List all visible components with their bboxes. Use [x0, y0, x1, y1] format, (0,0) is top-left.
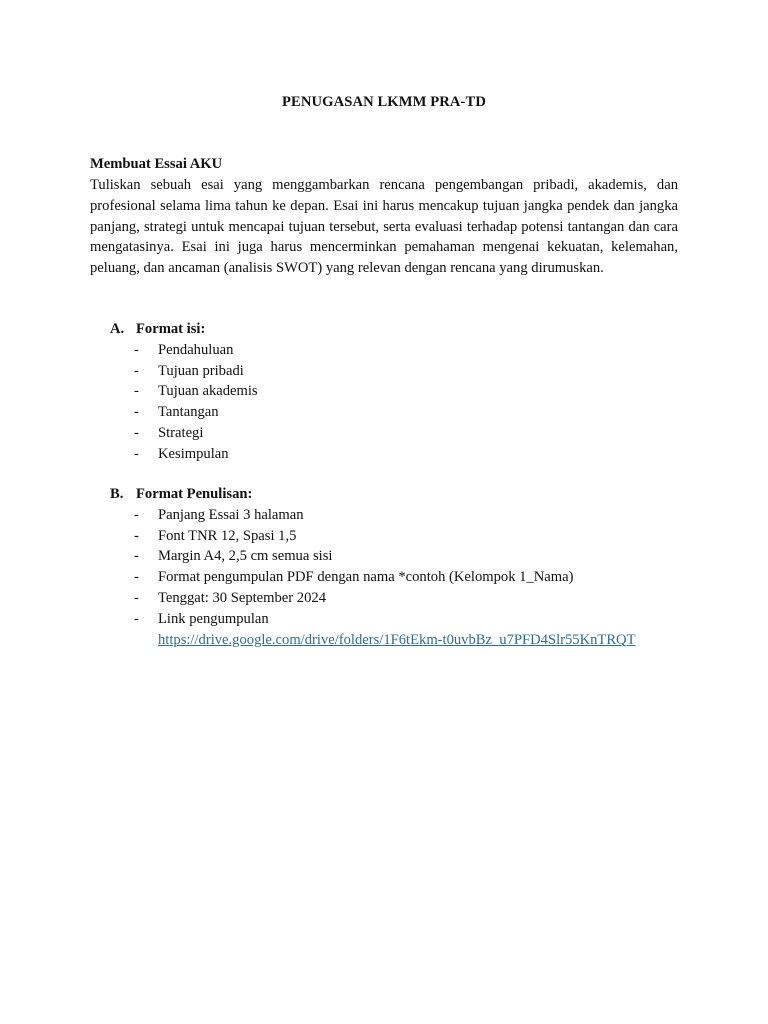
- list-item: [110, 546, 670, 567]
- document-title: PENUGASAN LKMM PRA-TD: [282, 94, 486, 110]
- dash-bullet: -: [134, 404, 139, 421]
- list-item-text: Font TNR 12, Spasi 1,5: [158, 527, 297, 544]
- list-item: [110, 526, 670, 547]
- dash-bullet: -: [134, 424, 139, 441]
- dash-bullet: -: [134, 589, 139, 606]
- format-penulisan-heading: [110, 484, 670, 505]
- list-item-text: Format pengumpulan PDF dengan nama *contoh (Kelompok 1_Nama): [158, 569, 574, 586]
- format-isi-section: [110, 319, 670, 465]
- list-item-text: Strategi: [158, 424, 204, 441]
- list-item-text: Tenggat: 30 September 2024: [158, 589, 326, 606]
- dash-bullet: -: [134, 569, 139, 586]
- list-letter: B.: [110, 486, 124, 502]
- list-item: [110, 402, 670, 423]
- dash-bullet: -: [134, 506, 139, 523]
- list-heading-text: Format isi:: [136, 321, 206, 337]
- dash-bullet: -: [134, 341, 139, 358]
- format-isi-heading: [110, 319, 670, 340]
- list-item: [110, 444, 670, 465]
- list-item-text: Tujuan pribadi: [158, 362, 244, 379]
- dash-bullet: -: [134, 383, 139, 400]
- list-item: [110, 588, 670, 609]
- dash-bullet: -: [134, 362, 139, 379]
- list-item-text: Margin A4, 2,5 cm semua sisi: [158, 548, 333, 565]
- submission-link[interactable]: https://drive.google.com/drive/folders/1F6tEkm-t0uvbBz_u7PFD4Slr55KnTRQT: [158, 631, 636, 648]
- list-item-text: Tujuan akademis: [158, 383, 258, 400]
- list-item: [110, 381, 670, 402]
- list-item: [110, 340, 670, 361]
- list-item-text: Kesimpulan: [158, 445, 229, 462]
- dash-bullet: -: [134, 548, 139, 565]
- list-heading-text: Format Penulisan:: [136, 486, 253, 502]
- dash-bullet: -: [134, 527, 139, 544]
- dash-bullet: -: [134, 610, 139, 627]
- section-heading: Membuat Essai AKU: [90, 156, 223, 172]
- list-item: [110, 423, 670, 444]
- list-item-link: [110, 609, 670, 651]
- format-penulisan-section: [110, 484, 670, 650]
- list-item-text: Tantangan: [158, 404, 219, 421]
- list-item: [110, 505, 670, 526]
- list-item: [110, 361, 670, 382]
- list-item: [110, 567, 670, 588]
- dash-bullet: -: [134, 445, 139, 462]
- intro-paragraph: Tuliskan sebuah esai yang menggambarkan rencana pengembangan pribadi, akademis, dan profesional selama lima tahun ke depan. Esai ini harus mencakup tujuan jangka pendek dan jangka panjang, strategi untuk mencapai tujuan tersebut, serta evaluasi terhadap potensi tantangan dan cara mengatasinya. Esai ini juga harus mencerminkan pemahaman mengenai kekuatan, kelemahan, peluang, dan ancaman (analisis SWOT) yang relevan dengan rencana yang dirumuskan.: [90, 177, 678, 277]
- list-letter: A.: [110, 321, 125, 337]
- list-item-text: Panjang Essai 3 halaman: [158, 506, 304, 523]
- list-item-text: Pendahuluan: [158, 341, 234, 358]
- list-item-text: Link pengumpulan: [158, 610, 269, 627]
